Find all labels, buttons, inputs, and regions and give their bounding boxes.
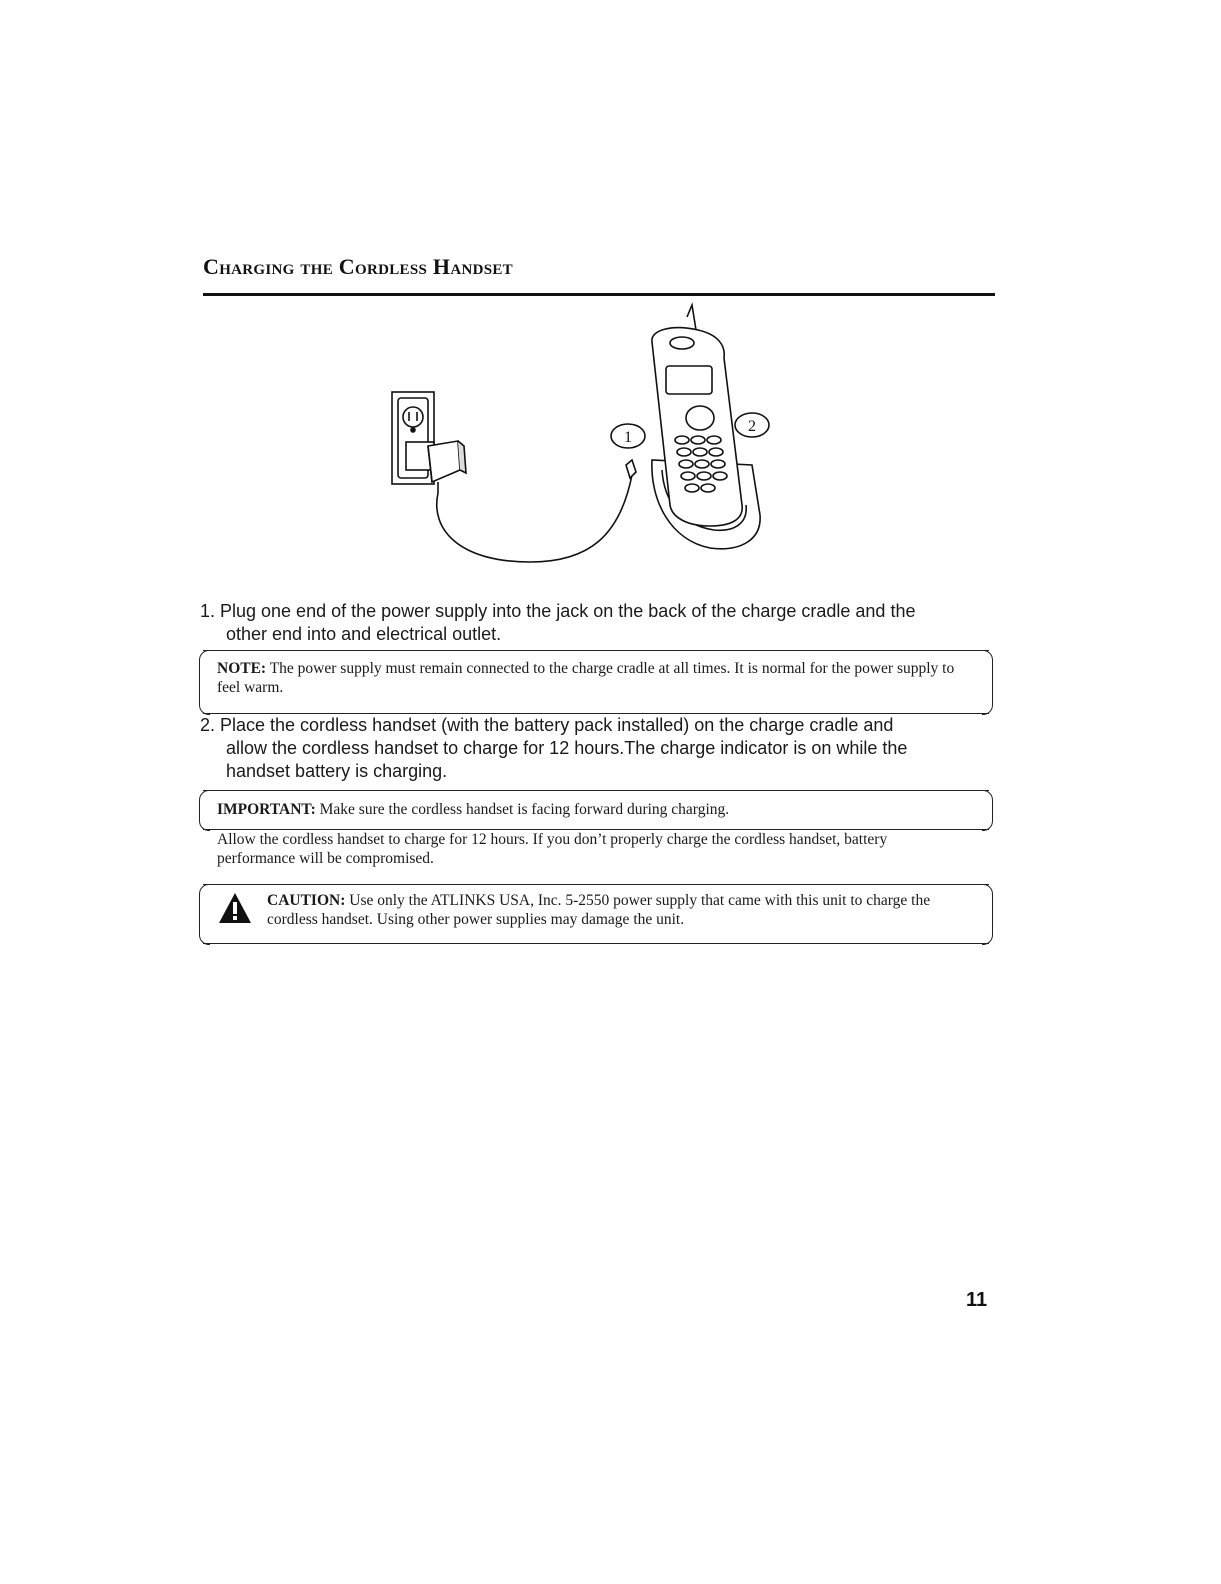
important-label: IMPORTANT: bbox=[217, 801, 316, 818]
power-adapter-icon bbox=[406, 441, 466, 493]
step-2 bbox=[200, 714, 990, 783]
caution-label: CAUTION: bbox=[267, 892, 346, 909]
step-1 bbox=[200, 600, 990, 646]
important-box bbox=[203, 790, 989, 830]
section-title: Charging the Cordless Handset bbox=[203, 254, 513, 279]
page-number: 11 bbox=[966, 1289, 988, 1311]
important-text: Make sure the cordless handset is facing forward during charging. bbox=[319, 801, 730, 818]
section-rule bbox=[203, 293, 995, 296]
callout-2-label: 2 bbox=[748, 418, 756, 435]
note-box bbox=[203, 650, 989, 714]
charging-illustration bbox=[380, 300, 800, 580]
step-2-line-1: Place the cordless handset (with the battery pack installed) on the charge cradle and bbox=[220, 715, 894, 735]
power-cord bbox=[437, 475, 632, 562]
caution-text: Use only the ATLINKS USA, Inc. 5-2550 power supply that came with this unit to charge the cordless handset. Using other power supplies may damage the unit. bbox=[267, 892, 931, 928]
callout-1-label: 1 bbox=[624, 429, 632, 446]
note-text: The power supply must remain connected to the charge cradle at all times. It is normal for the power supply to feel warm. bbox=[217, 660, 955, 696]
note-label: NOTE: bbox=[217, 660, 267, 677]
charge-paragraph: Allow the cordless handset to charge for 12 hours. If you don’t properly charge the cordless handset, battery performance will be compromised. bbox=[217, 831, 888, 867]
step-2-line-3: handset battery is charging. bbox=[226, 761, 448, 781]
warning-triangle-icon bbox=[217, 891, 253, 925]
step-2-line-2: allow the cordless handset to charge for 12 hours.The charge indicator is on while the bbox=[226, 738, 908, 758]
caution-box bbox=[203, 884, 989, 944]
step-2-number: 2. bbox=[200, 715, 216, 735]
step-1-line-2: other end into and electrical outlet. bbox=[226, 624, 502, 644]
step-1-line-1: Plug one end of the power supply into the jack on the back of the charge cradle and the bbox=[220, 601, 916, 621]
step-1-number: 1. bbox=[200, 601, 216, 621]
